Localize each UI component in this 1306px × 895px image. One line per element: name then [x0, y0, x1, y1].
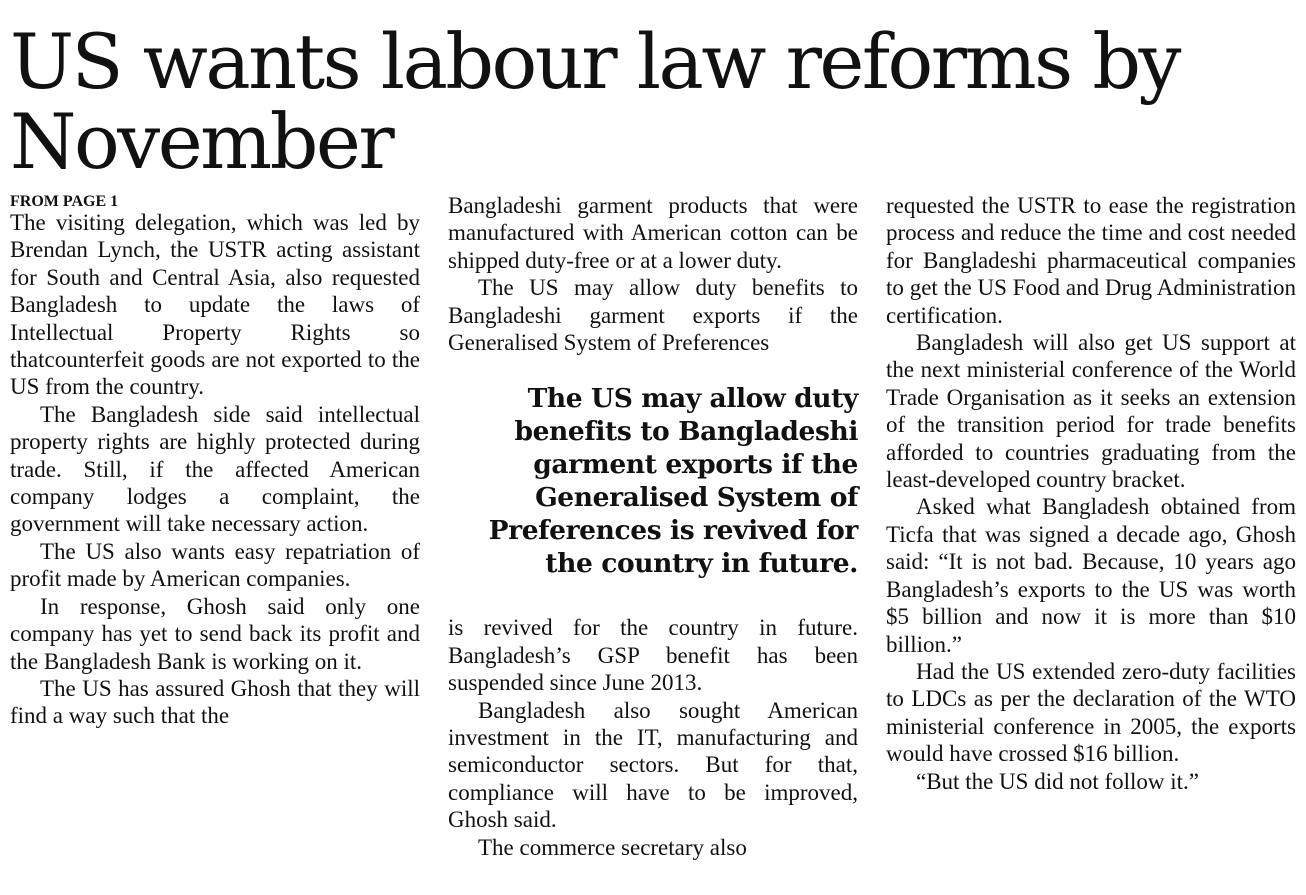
article-column-2 [448, 192, 858, 861]
paragraph: The Bangladesh side said intellectual property rights are highly protected during trade. Still, if the affected American company lodges a complaint, the government will take necessary action. [10, 401, 420, 537]
article-column-1 [10, 192, 420, 730]
paragraph: The US also wants easy repatriation of profit made by American companies. [10, 538, 420, 592]
pull-quote: The US may allow duty benefits to Bangladeshi garment exports if the Generalised System of Preferences is revived for the country in future. [488, 383, 858, 580]
paragraph: The visiting delegation, which was led by Brendan Lynch, the USTR acting assistant for South and Central Asia, also requested Bangladesh to update the laws of Intellectual Property Rights so thatcounterfeit goods are not exported to the US from the country. [10, 210, 420, 400]
paragraph: requested the USTR to ease the registration process and reduce the time and cost needed for Bangladeshi pharmaceutical companies to get the US Food and Drug Administration certification. [886, 193, 1296, 328]
paragraph: Had the US extended zero-duty facilities to LDCs as per the declaration of the WTO ministerial conference in 2005, the exports would have crossed $16 billion. [886, 658, 1296, 767]
paragraph: In response, Ghosh said only one company has yet to send back its profit and the Bangladesh Bank is working on it. [10, 593, 420, 674]
paragraph: The US may allow duty benefits to Bangladeshi garment exports if the Generalised System of Preferences [448, 275, 858, 356]
paragraph: Bangladeshi garment products that were manufactured with American cotton can be shipped duty-free or at a lower duty. [448, 193, 858, 273]
continuation-kicker: FROM PAGE 1 [10, 193, 119, 210]
headline: US wants labour law reforms by November [10, 17, 1179, 186]
paragraph: The commerce secretary also [478, 834, 747, 860]
paragraph: The US has assured Ghosh that they will find a way such that the [10, 675, 420, 729]
paragraph: Bangladesh will also get US support at the next ministerial conference of the World Trade Organisation as it seeks an extension of the transition period for trade benefits afforded to countries graduating from the least-developed country bracket. [886, 330, 1296, 493]
paragraph: Bangladesh also sought American investment in the IT, manufacturing and semiconductor sectors. But for that, compliance will have to be improved, Ghosh said. [448, 697, 858, 833]
paragraph: Asked what Bangladesh obtained from Ticfa that was signed a decade ago, Ghosh said: “It is not bad. Because, 10 years ago Bangladesh’s exports to the US was worth $5 billion and now it is more than $10 billion.” [886, 494, 1296, 657]
paragraph: is revived for the country in future. Bangladesh’s GSP benefit has been suspended since June 2013. [448, 615, 858, 696]
paragraph: “But the US did not follow it.” [916, 768, 1200, 794]
article-column-3 [886, 192, 1296, 795]
